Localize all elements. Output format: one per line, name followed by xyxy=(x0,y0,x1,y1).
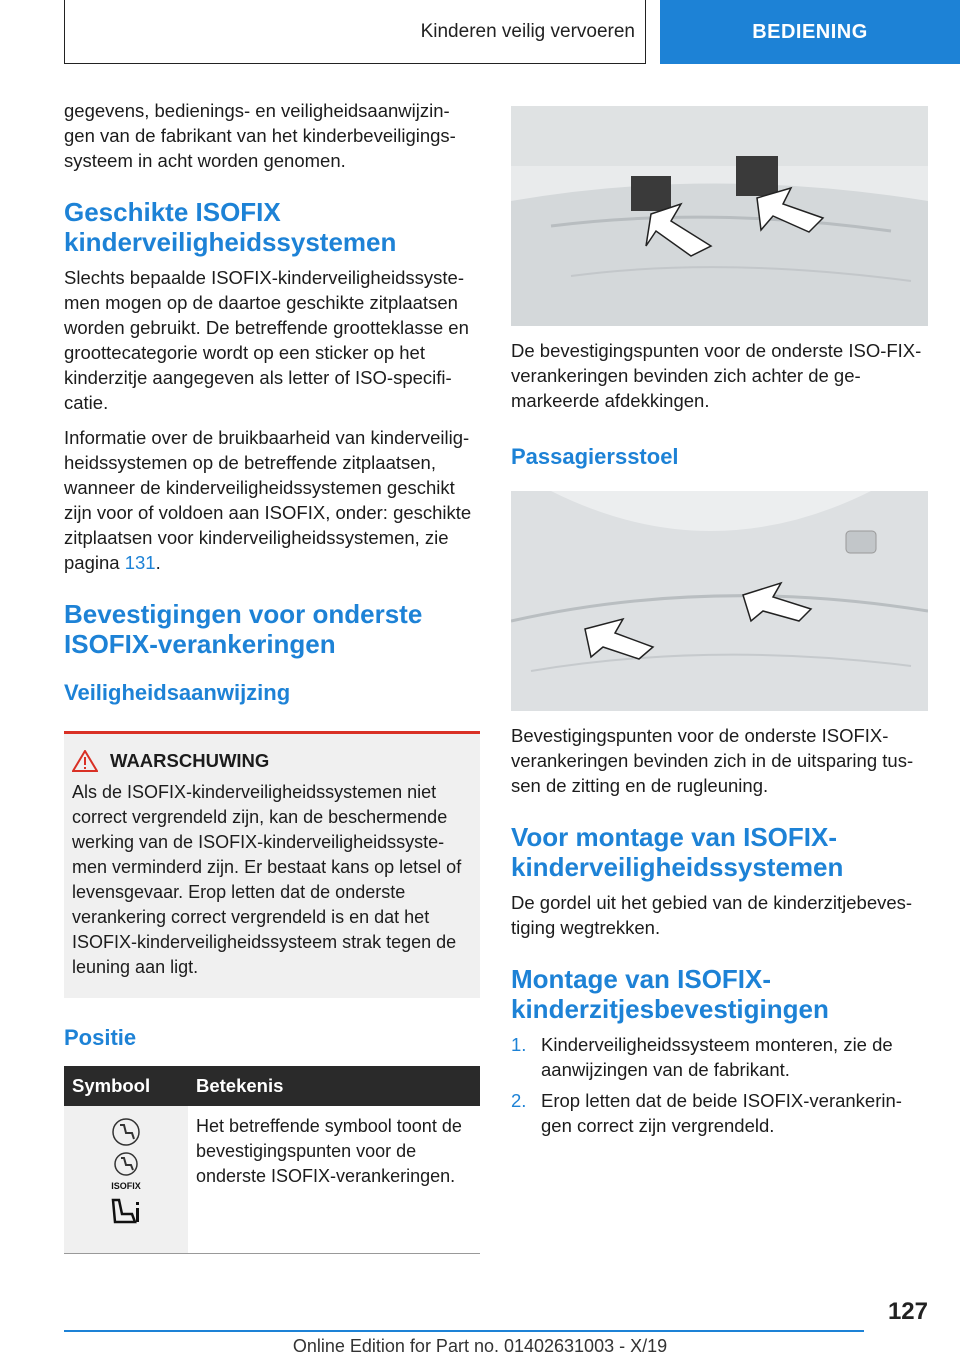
suitable-paragraph-2 xyxy=(64,425,480,575)
step-number: 1. xyxy=(511,1034,527,1055)
section-title: Kinderen veilig vervoeren xyxy=(420,20,635,42)
step-text: Erop letten dat de beide ISOFIX-verankerin-gen correct zijn vergrendeld. xyxy=(541,1090,902,1136)
footer-edition-text: Online Edition for Part no. 01402631003 - X/19 xyxy=(292,1336,668,1356)
before-mounting-paragraph: De gordel uit het gebied van de kinderzitjebeves-tiging wegtrekken. xyxy=(511,892,913,938)
table-row xyxy=(64,1106,480,1254)
list-item xyxy=(511,1088,928,1138)
suitable-paragraph-1: Slechts bepaalde ISOFIX-kinderveiligheidssyste-men mogen op de daartoe geschikte zitplaatsen worden gebruikt. De betreffende grootteklasse en groottecategorie wordt op een sticker op het kinderzitje aangegeven als letter of ISO-specifi-catie. xyxy=(64,267,469,413)
heading-before-mounting: Voor montage van ISOFIX-kinderveiligheidssystemen xyxy=(511,822,844,882)
symbol-cell xyxy=(64,1106,188,1254)
warning-title: WAARSCHUWING xyxy=(110,750,270,771)
footer-divider xyxy=(64,1330,864,1332)
warning-text: Als de ISOFIX-kinderveiligheidssystemen niet correct vergrendeld zijn, kan de beschermende werking van de ISOFIX-kinderveiligheidssyste-men verminderd zijn. Er bestaat kans op letsel of levensgevaar. Erop letten dat de onderste verankering correct vergrendeld is en dat het ISOFIX-kinderveiligheidssysteem strak tegen de leuning aan ligt. xyxy=(72,782,462,977)
symbol-table xyxy=(64,1066,480,1254)
page-reference-link[interactable]: 131 xyxy=(124,552,156,573)
heading-safety: Veiligheidsaanwijzing xyxy=(64,680,291,705)
step-number: 2. xyxy=(511,1090,527,1111)
header-section-title xyxy=(64,0,646,64)
heading-mounting: Montage van ISOFIX-kinderzitjesbevestigingen xyxy=(511,964,829,1024)
intro-paragraph: gegevens, bedienings- en veiligheidsaanwijzin-gen van de fabrikant van het kinderbeveiligings-systeem in acht worden genomen. xyxy=(64,100,456,171)
warning-box xyxy=(64,731,480,998)
isofix-icon-label: ISOFIX xyxy=(111,1181,141,1191)
step-text: Kinderveiligheidssysteem monteren, zie de aanwijzingen van de fabrikant. xyxy=(541,1034,893,1080)
heading-passenger-seat: Passagiersstoel xyxy=(511,444,679,469)
warning-header xyxy=(72,750,468,772)
mounting-steps-list xyxy=(511,1032,928,1138)
meaning-cell: Het betreffende symbool toont de bevestigingspunten voor de onderste ISOFIX-verankeringen. xyxy=(188,1106,480,1254)
page-reference-suffix: . xyxy=(155,552,161,573)
rear-seat-isofix-photo xyxy=(511,106,928,326)
left-column xyxy=(64,98,480,1254)
header-chapter-tab xyxy=(660,0,960,64)
caption-rear-seat: De bevestigingspunten voor de onderste ISO-FIX-verankeringen bevinden zich achter de ge-markeerde afdekkingen. xyxy=(511,340,922,411)
list-item xyxy=(511,1032,928,1082)
heading-suitable-isofix: Geschikte ISOFIX kinderveiligheidssystemen xyxy=(64,197,397,257)
column-header-meaning: Betekenis xyxy=(188,1066,480,1106)
right-column xyxy=(511,106,928,1144)
heading-position: Positie xyxy=(64,1025,137,1050)
heading-fastenings: Bevestigingen voor onderste ISOFIX-verankeringen xyxy=(64,599,423,659)
isofix-symbol-icon xyxy=(96,1114,156,1230)
column-header-symbol: Symbool xyxy=(64,1066,188,1106)
suitable-paragraph-2-text: Informatie over de bruikbaarheid van kinderveilig-heidssystemen op de betreffende zitplaatsen, wanneer de kinderveiligheidssystemen geschikt zijn voor of voldoen aan ISOFIX, onder: geschikte zitplaatsen voor kinderveiligheidssystemen, zie pagina xyxy=(64,427,472,573)
chapter-title: BEDIENING xyxy=(752,20,868,43)
warning-triangle-icon xyxy=(72,750,98,772)
passenger-seat-isofix-photo xyxy=(511,491,928,711)
page-number: 127 xyxy=(887,1298,928,1325)
caption-passenger-seat: Bevestigingspunten voor de onderste ISOFIX-verankeringen bevinden zich in de uitsparing tus-sen de zitting en de rugleuning. xyxy=(511,725,914,796)
